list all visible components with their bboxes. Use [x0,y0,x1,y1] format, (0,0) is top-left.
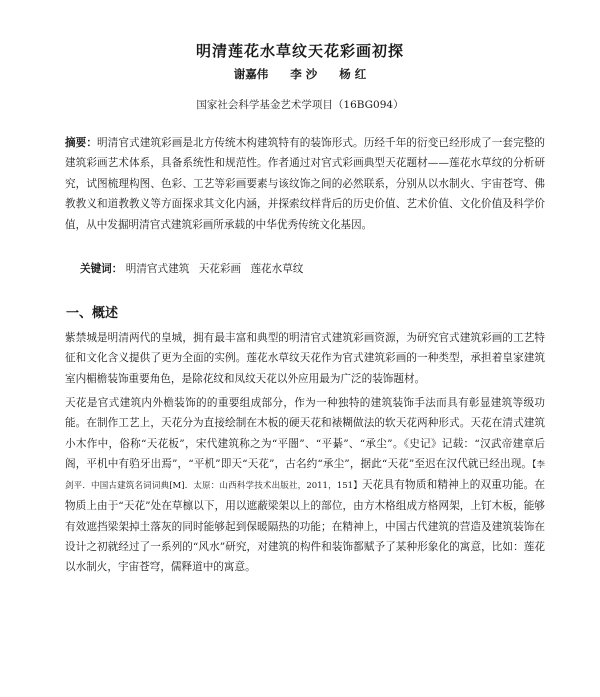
abstract [65,133,545,235]
paragraph-text: 天花是官式建筑内外檐装饰的的重要组成部分，作为一种独特的建筑装饰手法而具有彰显建筑等级功能。在制作工艺上，天花分为直接绘制在木板的硬天花和裱糊做法的软天花两种形式。天花在清式建筑小木作中，俗称“天花板”，宋代建筑称之为“平闇”、“平綦”、“承尘”。《史记》记载：“汉武帝建章后阁，平机中有驺牙出焉”，“平机”即天“天花”，古名约“承尘”，据此“天花”至迟在汉代就已经出现。 [65,397,545,470]
body-paragraph [65,328,545,389]
author-list [0,66,600,82]
citation: 【李剑平．中国古建筑名词词典[M]．太原：山西科学技术出版社，2011，151】 [65,459,545,492]
abstract-label: 摘要： [65,137,98,149]
keywords [80,261,545,276]
body-paragraph [65,393,545,578]
keyword: 莲花水草纹 [250,263,304,275]
paper-title: 明清莲花水草纹天花彩画初探 [195,42,404,60]
section-heading: 一、概述 [66,306,119,321]
keyword: 天花彩画 [198,263,242,275]
paragraph-text: 天花具有物质和精神上的双重功能。在物质上由于“天花”处在草檩以下，用以遮蔽梁架以上的部位，由方木格组成方格网架，上钉木板，能够有效遮挡梁架掉土落灰的同时能够起到保暖隔热的功能；在精神上，中国古代建筑的营造及建筑装饰在设计之初就经过了一系列的“风水”研究，对建筑的构件和装饰都赋予了某种形象化的寓意，比如：莲花以水制火，宇宙苍穹，儒释道中的寓意。 [65,479,545,574]
paragraph-text: 紫禁城是明清两代的皇城，拥有最丰富和典型的明清官式建筑彩画资源，为研究官式建筑彩画的工艺特征和文化含义提供了更为全面的实例。莲花水草纹天花作为官式建筑彩画的一种类型，承担着皇家建筑室内楣檐装饰重要角色，是除花纹和凤纹天花以外应用最为广泛的装饰题材。 [65,332,545,385]
abstract-text: 明清官式建筑彩画是北方传统木构建筑特有的装饰形式。历经千年的衍变已经形成了一套完整的建筑彩画艺术体系，具备系统性和规范性。作者通过对官式彩画典型天花题材——莲花水草纹的分析研究，试图梳理构图、色彩、工艺等彩画要素与该纹饰之间的必然联系，分别从以水制火、宇宙苍穹、佛教教义和道教教义等方面探求其文化内涵，并探索纹样背后的历史价值、艺术价值、文化价值及科学价值，从中发掘明清官式建筑彩画所承载的中华优秀传统文化基因。 [65,137,546,231]
author-name: 杨 红 [339,67,367,81]
author-name: 谢嘉伟 [233,67,269,81]
keyword: 明清官式建筑 [125,263,190,275]
fund-note: 国家社会科学基金艺术学项目（16BG094） [196,99,404,111]
keywords-label: 关键词： [80,263,123,275]
author-name: 李 沙 [290,67,318,81]
